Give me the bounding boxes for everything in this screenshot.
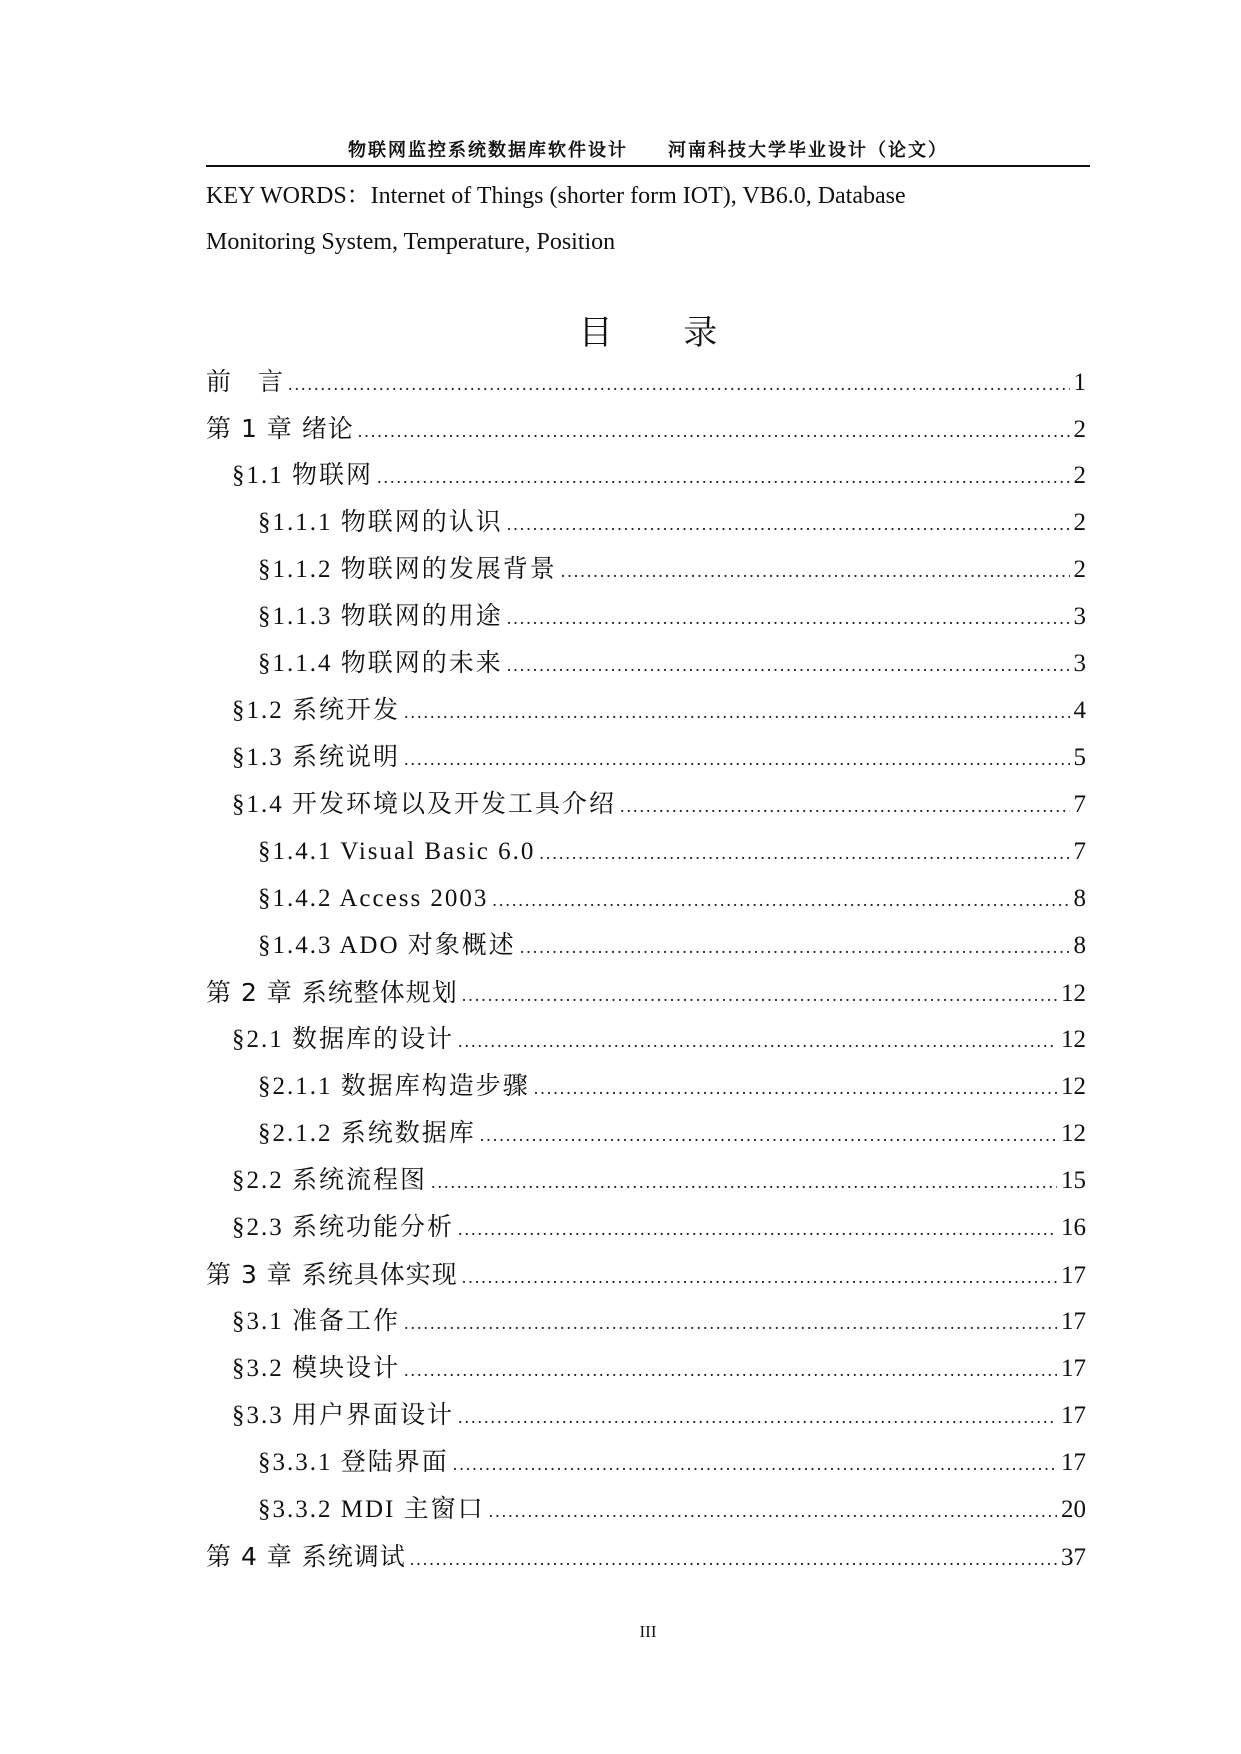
toc-entry[interactable] <box>206 687 1086 734</box>
toc-entry-page: 12 <box>1061 1073 1086 1100</box>
toc-entry-page: 17 <box>1061 1262 1086 1289</box>
toc-dot-leader <box>404 736 1069 783</box>
toc-entry-page: 7 <box>1073 838 1086 865</box>
toc-entry[interactable] <box>206 1533 1086 1580</box>
toc-dot-leader <box>404 1347 1057 1394</box>
keywords-line-2: Monitoring System, Temperature, Position <box>206 229 616 255</box>
toc-entry-label: §1.4.3 ADO 对象概述 <box>258 932 516 959</box>
toc-entry-label: 第 2 章 系统整体规划 <box>206 978 458 1007</box>
toc-dot-leader <box>561 548 1070 595</box>
toc-dot-leader <box>404 1300 1057 1347</box>
toc-entry-label: §1.3 系统说明 <box>232 744 401 771</box>
toc-entry[interactable] <box>206 1392 1086 1439</box>
toc-dot-leader <box>410 1536 1057 1583</box>
toc-entry-label: 前 言 <box>206 367 285 396</box>
toc-entry-label: 第 4 章 系统调试 <box>206 1542 406 1571</box>
toc-entry-label: §2.1 数据库的设计 <box>232 1026 455 1053</box>
toc-dot-leader <box>620 783 1069 830</box>
toc-dot-leader <box>404 689 1069 736</box>
toc-entry-label: §1.4 开发环境以及开发工具介绍 <box>232 791 617 818</box>
keywords-block <box>206 173 1090 265</box>
toc-entry[interactable] <box>206 452 1086 499</box>
toc-entry[interactable] <box>206 1345 1086 1392</box>
toc-dot-leader <box>489 1488 1057 1535</box>
toc-entry-label: §1.1.2 物联网的发展背景 <box>258 556 557 583</box>
toc-entry-page: 12 <box>1061 1120 1086 1147</box>
toc-entry[interactable] <box>206 1063 1086 1110</box>
toc-entry[interactable] <box>206 1298 1086 1345</box>
running-header: 物联网监控系统数据库软件设计 河南科技大学毕业设计（论文） <box>348 140 948 161</box>
toc-entry-label: §3.3 用户界面设计 <box>232 1402 455 1429</box>
toc-entry-page: 15 <box>1061 1167 1086 1194</box>
toc-dot-leader <box>358 408 1070 455</box>
toc-entry[interactable] <box>206 828 1086 875</box>
toc-dot-leader <box>458 1394 1057 1441</box>
toc-dot-leader <box>377 454 1069 501</box>
toc-entry-page: 8 <box>1073 885 1086 912</box>
toc-entry-label: 第 3 章 系统具体实现 <box>206 1260 458 1289</box>
toc-entry[interactable] <box>206 1204 1086 1251</box>
toc-dot-leader <box>453 1441 1057 1488</box>
toc-entry-page: 2 <box>1073 416 1086 443</box>
toc-entry-label: §3.1 准备工作 <box>232 1308 401 1335</box>
toc-entry[interactable] <box>206 1016 1086 1063</box>
toc-entry-page: 8 <box>1073 932 1086 959</box>
toc-entry-page: 17 <box>1061 1355 1086 1382</box>
toc-entry-page: 20 <box>1061 1496 1086 1523</box>
toc-entry[interactable] <box>206 1110 1086 1157</box>
toc-entry[interactable] <box>206 875 1086 922</box>
toc-dot-leader <box>539 830 1069 877</box>
toc-entry[interactable] <box>206 358 1086 405</box>
toc-entry-page: 16 <box>1061 1214 1086 1241</box>
toc-title: 目 录 <box>578 313 748 353</box>
toc-entry-page: 3 <box>1073 650 1086 677</box>
toc-dot-leader <box>507 595 1070 642</box>
toc-dot-leader <box>458 1206 1057 1253</box>
toc-entry[interactable] <box>206 1251 1086 1298</box>
toc-entry[interactable] <box>206 640 1086 687</box>
toc-dot-leader <box>462 1254 1057 1301</box>
toc-entry-label: §1.4.1 Visual Basic 6.0 <box>258 838 536 865</box>
toc-entry-label: §1.1 物联网 <box>232 462 374 489</box>
toc-entry[interactable] <box>206 922 1086 969</box>
toc-entry-page: 7 <box>1073 791 1086 818</box>
toc-entry-page: 17 <box>1061 1449 1086 1476</box>
toc-dot-leader <box>462 972 1057 1019</box>
toc-entry[interactable] <box>206 593 1086 640</box>
toc-entry[interactable] <box>206 546 1086 593</box>
toc-entry-page: 2 <box>1073 556 1086 583</box>
toc-dot-leader <box>507 642 1070 689</box>
toc-dot-leader <box>288 361 1069 408</box>
toc-entry-label: §2.1.2 系统数据库 <box>258 1120 476 1147</box>
toc-entry-label: §2.1.1 数据库构造步骤 <box>258 1073 530 1100</box>
toc-entry-label: §1.1.4 物联网的未来 <box>258 650 503 677</box>
page-number: III <box>639 1622 657 1641</box>
toc-entry-page: 17 <box>1061 1402 1086 1429</box>
toc-entry-label: §1.1.1 物联网的认识 <box>258 509 503 536</box>
toc-entry[interactable] <box>206 1439 1086 1486</box>
keywords-line-1: KEY WORDS：Internet of Things (shorter form IOT), VB6.0, Database <box>206 183 906 209</box>
toc-entry-page: 17 <box>1061 1308 1086 1335</box>
header-rule <box>206 165 1090 167</box>
toc-entry-page: 4 <box>1073 697 1086 724</box>
toc-dot-leader <box>534 1065 1057 1112</box>
toc-entry[interactable] <box>206 781 1086 828</box>
toc-entry-label: §2.3 系统功能分析 <box>232 1214 455 1241</box>
toc-dot-leader <box>431 1159 1057 1206</box>
toc-entry-page: 1 <box>1073 369 1086 396</box>
toc-entry-label: 第 1 章 绪论 <box>206 414 354 443</box>
toc-entry-page: 2 <box>1073 509 1086 536</box>
toc-entry-label: §3.2 模块设计 <box>232 1355 401 1382</box>
toc-dot-leader <box>507 501 1070 548</box>
toc-entry[interactable] <box>206 405 1086 452</box>
toc-dot-leader <box>480 1112 1057 1159</box>
toc-dot-leader <box>458 1018 1057 1065</box>
toc-entry-label: §3.3.1 登陆界面 <box>258 1449 449 1476</box>
toc-entry-label: §1.4.2 Access 2003 <box>258 885 489 912</box>
toc-entry[interactable] <box>206 1486 1086 1533</box>
toc-entry-label: §2.2 系统流程图 <box>232 1167 428 1194</box>
toc-entry-label: §1.1.3 物联网的用途 <box>258 603 503 630</box>
toc-entry[interactable] <box>206 969 1086 1016</box>
toc-entry-page: 12 <box>1061 980 1086 1007</box>
toc-dot-leader <box>520 924 1070 971</box>
toc-entry[interactable] <box>206 499 1086 546</box>
toc-entry-page: 2 <box>1073 462 1086 489</box>
toc-entry[interactable] <box>206 734 1086 781</box>
toc-entry-label: §1.2 系统开发 <box>232 697 401 724</box>
toc-entry-label: §3.3.2 MDI 主窗口 <box>258 1496 485 1523</box>
toc-entry[interactable] <box>206 1157 1086 1204</box>
table-of-contents <box>206 358 1086 1580</box>
toc-dot-leader <box>492 877 1069 924</box>
toc-entry-page: 5 <box>1073 744 1086 771</box>
toc-entry-page: 37 <box>1061 1544 1086 1571</box>
toc-entry-page: 12 <box>1061 1026 1086 1053</box>
toc-entry-page: 3 <box>1073 603 1086 630</box>
